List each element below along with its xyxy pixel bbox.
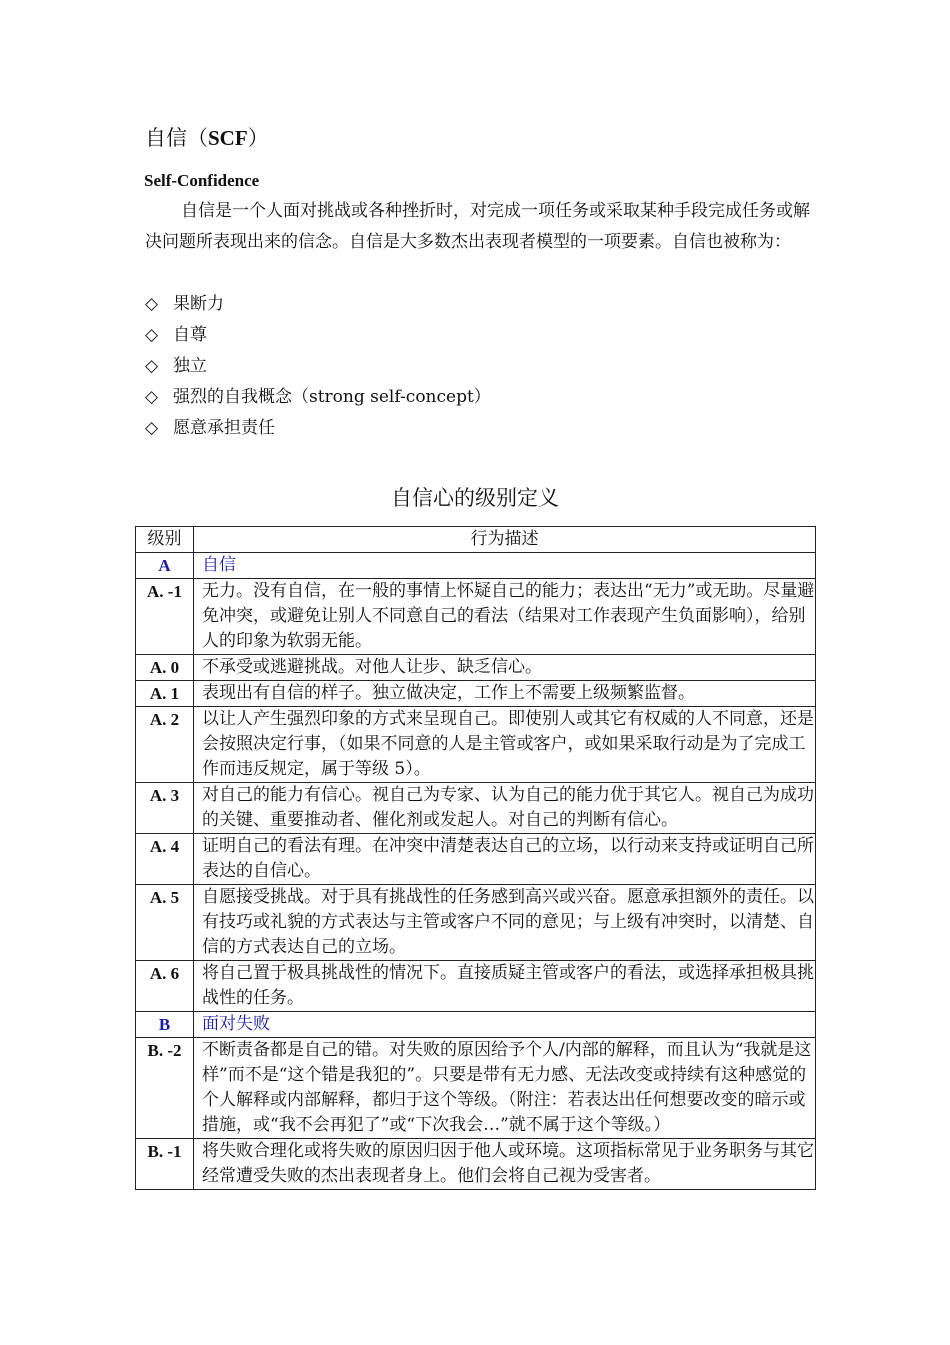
description-cell: 对自己的能力有信心。视自己为专家、认为自己的能力优于其它人。视自己为成功的关键、重要推动者、催化剂或发起人。对自己的判断有信心。 — [194, 783, 816, 834]
level-cell: B. -2 — [136, 1038, 194, 1139]
table-row — [136, 1139, 816, 1190]
table-row — [136, 579, 816, 655]
level-definition-table — [135, 526, 816, 1190]
table-row — [136, 961, 816, 1012]
level-cell: A. 6 — [136, 961, 194, 1012]
description-cell: 表现出有自信的样子。独立做决定，工作上不需要上级频繁监督。 — [194, 681, 816, 707]
table-row — [136, 707, 816, 783]
level-cell: A. 1 — [136, 681, 194, 707]
level-cell: A. 0 — [136, 655, 194, 681]
description-cell: 自信 — [194, 553, 816, 579]
table-row — [136, 834, 816, 885]
diamond-icon: ◇ — [145, 294, 159, 314]
table-row — [136, 1038, 816, 1139]
subtitle: Self-Confidence — [144, 171, 260, 190]
list-item — [145, 382, 491, 413]
list-item-text: 强烈的自我概念（strong self-concept） — [173, 387, 491, 407]
description-cell: 以让人产生强烈印象的方式来呈现自己。即使别人或其它有权威的人不同意，还是会按照决定行事，（如果不同意的人是主管或客户，或如果采取行动是为了完成工作而违反规定，属于等级 5）。 — [194, 707, 816, 783]
section-title — [145, 123, 269, 153]
description-cell: 不断责备都是自己的错。对失败的原因给予个人/内部的解释，而且认为“我就是这样”而不是“这个错是我犯的”。只要是带有无力感、无法改变或持续有这种感觉的个人解释或内部解释，都归于这个等级。（附注：若表达出任何想要改变的暗示或措施，或“我不会再犯了”或“下次我会…”就不属于这个等级。） — [194, 1038, 816, 1139]
description-cell: 将自己置于极具挑战性的情况下。直接质疑主管或客户的看法，或选择承担极具挑战性的任务。 — [194, 961, 816, 1012]
table-row — [136, 783, 816, 834]
title-code: SCF — [208, 126, 248, 150]
list-item — [145, 351, 491, 382]
list-item-text: 愿意承担责任 — [173, 418, 275, 438]
level-cell: B. -1 — [136, 1139, 194, 1190]
level-cell: B — [136, 1012, 194, 1038]
level-cell: A. 2 — [136, 707, 194, 783]
list-item — [145, 289, 491, 320]
level-cell: A. 4 — [136, 834, 194, 885]
list-item-text: 独立 — [173, 356, 207, 376]
list-item — [145, 320, 491, 351]
level-cell: A. 3 — [136, 783, 194, 834]
table-header-row — [136, 527, 816, 553]
header-level: 级别 — [136, 527, 194, 553]
title-cn: 自信（ — [145, 126, 208, 150]
list-item-text: 果断力 — [173, 294, 224, 314]
level-cell: A — [136, 553, 194, 579]
description-cell: 面对失败 — [194, 1012, 816, 1038]
level-cell: A. 5 — [136, 885, 194, 961]
diamond-icon: ◇ — [145, 387, 159, 407]
table-section-row — [136, 553, 816, 579]
header-description: 行为描述 — [194, 527, 816, 553]
table-row — [136, 655, 816, 681]
diamond-icon: ◇ — [145, 418, 159, 438]
diamond-icon: ◇ — [145, 356, 159, 376]
description-cell: 不承受或逃避挑战。对他人让步、缺乏信心。 — [194, 655, 816, 681]
table-row — [136, 681, 816, 707]
description-cell: 无力。没有自信，在一般的事情上怀疑自己的能力；表达出“无力”或无助。尽量避免冲突，或避免让别人不同意自己的看法（结果对工作表现产生负面影响），给别人的印象为软弱无能。 — [194, 579, 816, 655]
level-cell: A. -1 — [136, 579, 194, 655]
alias-list — [145, 289, 491, 444]
table-row — [136, 885, 816, 961]
description-cell: 将失败合理化或将失败的原因归因于他人或环境。这项指标常见于业务职务与其它经常遭受失败的杰出表现者身上。他们会将自己视为受害者。 — [194, 1139, 816, 1190]
diamond-icon: ◇ — [145, 325, 159, 345]
table-title: 自信心的级别定义 — [391, 486, 559, 510]
description-cell: 自愿接受挑战。对于具有挑战性的任务感到高兴或兴奋。愿意承担额外的责任。以有技巧或礼貌的方式表达与主管或客户不同的意见；与上级有冲突时，以清楚、自信的方式表达自己的立场。 — [194, 885, 816, 961]
intro-paragraph: 自信是一个人面对挑战或各种挫折时，对完成一项任务或采取某种手段完成任务或解决问题所表现出来的信念。自信是大多数杰出表现者模型的一项要素。自信也被称为： — [145, 201, 810, 252]
table-section-row — [136, 1012, 816, 1038]
title-close: ） — [247, 126, 269, 150]
description-cell: 证明自己的看法有理。在冲突中清楚表达自己的立场，以行动来支持或证明自己所表达的自信心。 — [194, 834, 816, 885]
list-item — [145, 413, 491, 444]
list-item-text: 自尊 — [173, 325, 207, 345]
